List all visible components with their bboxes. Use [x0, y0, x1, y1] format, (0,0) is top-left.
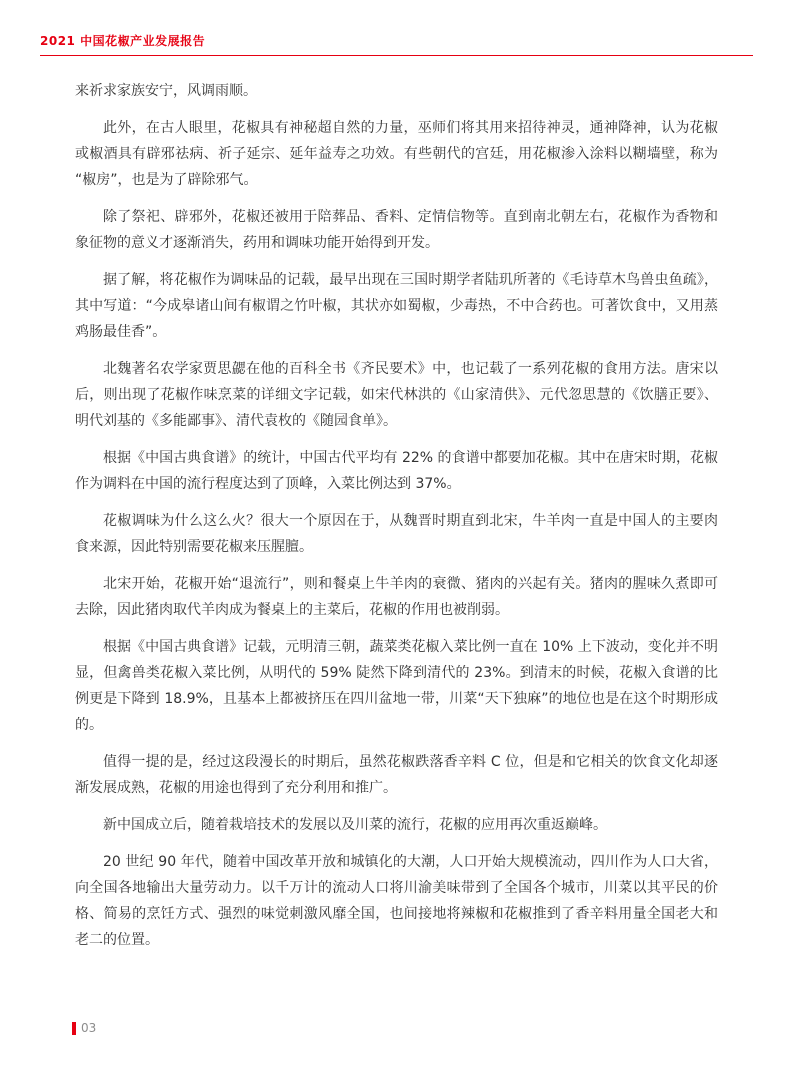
- paragraph: 新中国成立后，随着栽培技术的发展以及川菜的流行，花椒的应用再次重返巅峰。: [103, 817, 607, 833]
- header-divider: [40, 55, 753, 56]
- paragraph: 除了祭祀、辟邪外，花椒还被用于陪葬品、香料、定情信物等。直到南北朝左右，花椒作为香物和象征物的意义才逐渐消失，药用和调味功能开始得到开发。: [75, 209, 718, 251]
- content-area: [75, 78, 718, 953]
- page-header: [0, 0, 793, 56]
- paragraph: 花椒调味为什么这么火？很大一个原因在于，从魏晋时期直到北宋，牛羊肉一直是中国人的主要肉食来源，因此特别需要花椒来压腥膻。: [75, 513, 718, 555]
- paragraph: 根据《中国古典食谱》的统计，中国古代平均有 22% 的食谱中都要加花椒。其中在唐宋时期，花椒作为调料在中国的流行程度达到了顶峰，入菜比例达到 37%。: [75, 450, 718, 492]
- paragraph: 20 世纪 90 年代，随着中国改革开放和城镇化的大潮，人口开始大规模流动，四川作为人口大省，向全国各地输出大量劳动力。以千万计的流动人口将川渝美味带到了全国各个城市，川菜以其平民的价格、简易的烹饪方式、强烈的味觉刺激风靡全国，也间接地将辣椒和花椒推到了香辛料用量全国老大和老二的位置。: [75, 854, 718, 948]
- paragraph: 此外，在古人眼里，花椒具有神秘超自然的力量，巫师们将其用来招待神灵，通神降神，认为花椒或椒酒具有辟邪祛病、祈子延宗、延年益寿之功效。有些朝代的宫廷，用花椒渗入涂料以糊墙壁，称为 “椒房”，也是为了辟除邪气。: [75, 120, 718, 188]
- paragraph: 来祈求家族安宁，风调雨顺。: [75, 83, 257, 99]
- paragraph: 北魏著名农学家贾思勰在他的百科全书《齐民要术》中，也记载了一系列花椒的食用方法。唐宋以后，则出现了花椒作味烹菜的详细文字记载，如宋代林洪的《山家清供》、元代忽思慧的《饮膳正要》、明代刘基的《多能鄙事》、清代袁枚的《随园食单》。: [75, 361, 718, 429]
- paragraph: 根据《中国古典食谱》记载，元明清三朝，蔬菜类花椒入菜比例一直在 10% 上下波动，变化并不明显，但禽兽类花椒入菜比例，从明代的 59% 陡然下降到清代的 23%。到清末的时候，花椒入食谱的比例更是下降到 18.9%，且基本上都被挤压在四川盆地一带，川菜“天下独麻”的地位也是在这个时期形成的。: [75, 639, 718, 733]
- paragraph: 据了解，将花椒作为调味品的记载，最早出现在三国时期学者陆玑所著的《毛诗草木鸟兽虫鱼疏》，其中写道：“今成皋诸山间有椒谓之竹叶椒，其状亦如蜀椒，少毒热，不中合药也。可著饮食中，又用蒸鸡肠最佳香”。: [75, 272, 718, 340]
- report-header-title: 2021 中国花椒产业发展报告: [40, 34, 206, 48]
- page-number: 03: [81, 1021, 97, 1035]
- paragraph: 值得一提的是，经过这段漫长的时期后，虽然花椒跌落香辛料 C 位，但是和它相关的饮食文化却逐渐发展成熟，花椒的用途也得到了充分利用和推广。: [75, 754, 718, 796]
- paragraph: 北宋开始，花椒开始“退流行”，则和餐桌上牛羊肉的衰微、猪肉的兴起有关。猪肉的腥味久煮即可去除，因此猪肉取代羊肉成为餐桌上的主菜后，花椒的作用也被削弱。: [75, 576, 718, 618]
- page-footer: [72, 1022, 96, 1035]
- page-number-marker: [72, 1022, 76, 1035]
